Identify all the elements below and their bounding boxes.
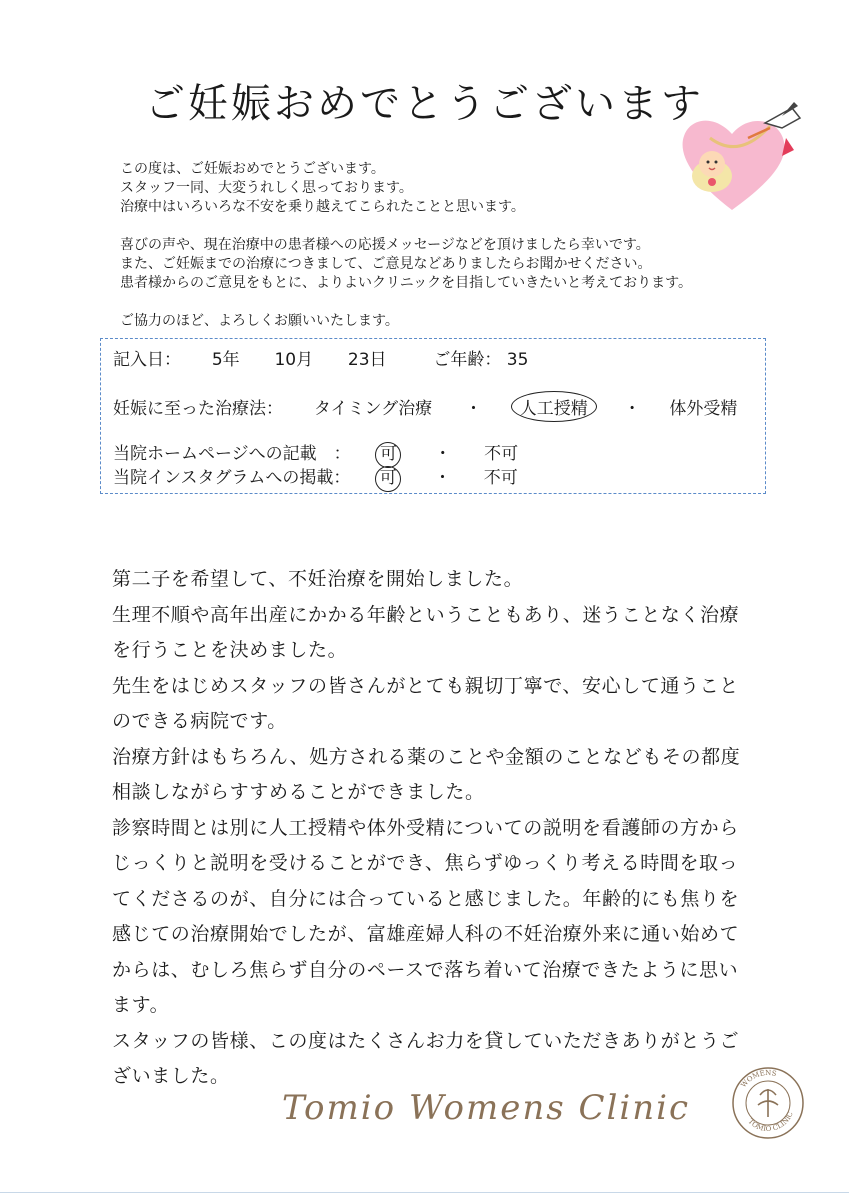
scan-edge-line: [0, 1192, 849, 1193]
message-line: を行うことを決めました。: [112, 639, 348, 661]
message-line: 相談しながらすすめることができました。: [112, 781, 485, 803]
message-line: てくださるのが、自分には合っていると感じました。年齢的にも焦りを: [112, 887, 740, 910]
page-title: ご妊娠おめでとうございます: [145, 81, 704, 127]
intro-line: 喜びの声や、現在治療中の患者様への応援メッセージなどを頂けましたら幸いです。: [120, 237, 650, 253]
message-line: ます。: [112, 994, 170, 1016]
homepage-deny: 不可: [484, 444, 519, 464]
treatment-label: 妊娠に至った治療法：: [113, 399, 283, 419]
homepage-label: 当院ホームページへの記載 ：: [113, 444, 351, 464]
intro-message: [120, 160, 780, 331]
intro-line: スタッフ一同、大変うれしく思っております。: [120, 180, 413, 196]
message-line: のできる病院です。: [112, 710, 287, 732]
date-month: 10月: [274, 350, 314, 370]
svg-text:TOMIO CLINIC: TOMIO CLINIC: [746, 1110, 795, 1134]
instagram-allow-circled: 可: [375, 466, 401, 492]
message-line: からは、むしろ焦らず自分のペースで落ち着いて治療できたように思い: [112, 958, 739, 981]
separator: ・: [623, 399, 641, 419]
message-line: 第二子を希望して、不妊治療を開始しました。: [112, 568, 524, 590]
message-line: 診察時間とは別に人工授精や体外受精についての説明を看護師の方から: [112, 816, 739, 839]
intro-line: この度は、ご妊娠おめでとうございます。: [120, 161, 385, 177]
instagram-label: 当院インスタグラムへの掲載：: [113, 468, 351, 488]
instagram-consent-row: [113, 463, 518, 492]
clinic-signature-logo: Tomio Womens Clinic: [282, 1088, 691, 1128]
age-label: ご年齢：: [433, 350, 502, 370]
message-line: 先生をはじめスタッフの皆さんがとても親切丁寧で、安心して通うこと: [112, 674, 739, 697]
treatment-row: [113, 391, 737, 422]
info-form: [100, 338, 766, 494]
treatment-option-timing: タイミング治療: [313, 399, 433, 419]
date-age-row: [113, 345, 528, 370]
clinic-emblem-logo: [730, 1065, 806, 1141]
message-line: じっくりと説明を受けることができ、焦らずゆっくり考える時間を取っ: [112, 852, 739, 874]
date-year: 5年: [211, 350, 240, 370]
separator: ・: [434, 444, 452, 464]
separator: ・: [464, 399, 482, 419]
date-day: 23日: [347, 350, 387, 370]
message-line: 感じての治療開始でしたが、富雄産婦人科の不妊治療外来に通い始めて: [112, 923, 740, 945]
treatment-option-iui-circled: 人工授精: [511, 391, 597, 422]
intro-line: 患者様からのご意見をもとに、よりよいクリニックを目指していきたいと考えております。: [120, 275, 693, 291]
svg-text:WOMENS: WOMENS: [739, 1068, 778, 1090]
age-value: 35: [506, 350, 529, 370]
message-line: ざいました。: [112, 1065, 230, 1087]
separator: ・: [433, 468, 451, 488]
instagram-deny: 不可: [483, 468, 518, 488]
intro-line: ご協力のほど、よろしくお願いいたします。: [120, 313, 399, 329]
message-line: スタッフの皆様、この度はたくさんお力を貸していただきありがとうご: [112, 1029, 740, 1052]
message-line: 治療方針はもちろん、処方される薬のことや金額のことなどもその都度: [112, 745, 741, 768]
message-line: 生理不順や高年出産にかかる年齢ということもあり、迷うことなく治療: [112, 603, 740, 626]
homepage-allow-circled: 可: [375, 442, 401, 468]
treatment-option-ivf: 体外受精: [669, 399, 738, 419]
date-label: 記入日：: [113, 350, 181, 370]
intro-line: また、ご妊娠までの治療につきまして、ご意見などありましたらお聞かせください。: [120, 256, 652, 272]
patient-message: [112, 562, 762, 1095]
intro-line: 治療中はいろいろな不安を乗り越えてこられたことと思います。: [120, 199, 525, 215]
